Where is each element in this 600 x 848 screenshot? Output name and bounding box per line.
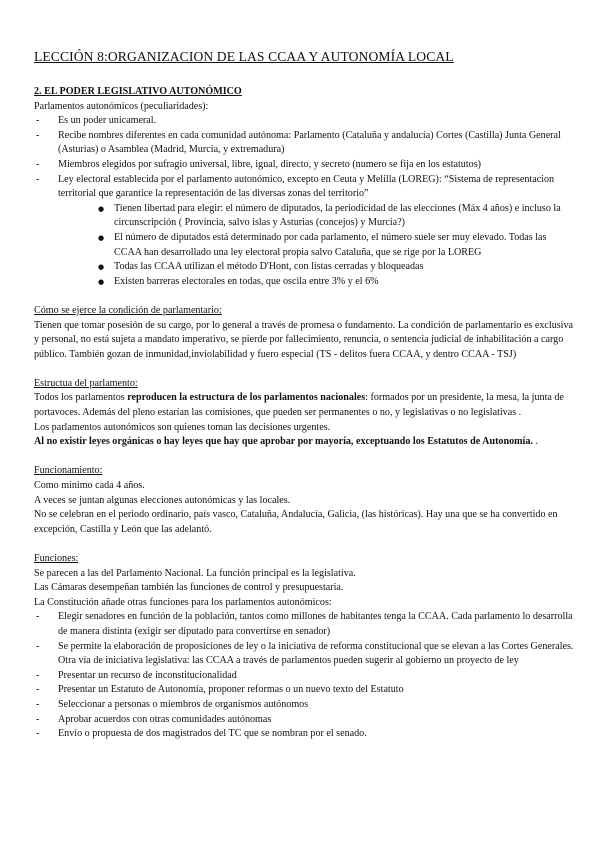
funciones-heading: Funciones: xyxy=(34,553,79,564)
list-item: - Elegir senadores en función de la población, tantos como millones de habitantes tenga la CCAA. Cada parlamento lo desarrolla de manera distinta (exigir ser diputado para convertirse en senador) xyxy=(34,610,574,639)
funciones-list xyxy=(34,610,574,741)
estructura-heading: Estructua del parlamento: xyxy=(34,377,138,389)
condicion-text: Tienen que tomar posesión de su cargo, por lo general a través de promesa o fundamento. La condición de parlamentario es exclusiva y personal, no está sujeta a mandato imperativo, se pierde por fallecimiento, renuncia, o sentencia judicial de inhabilitación a cargo público. También gozan de inmunidad,inviolabilidad y fuero especial (TS - delitos fuera CCAA, y dentro CCAA - TSJ) xyxy=(34,319,574,360)
peculiaridades-list xyxy=(34,114,574,289)
funcionamiento-line: A veces se juntan algunas elecciones autonómicas y las locales. xyxy=(34,494,291,506)
list-item: - Se permite la elaboración de proposiciones de ley o la iniciativa de reforma constitucional que se elevan a las Cortes Generales. Otra vía de iniciativa legislativa: las CCAA a través de parlamentos pueden sugerir al gobierno un proyecto de ley xyxy=(34,640,574,669)
funcionamiento-line: No se celebran en el periodo ordinario, país vasco, Cataluña, Andalucía, Galicia, (las históricas). Hay una que se ha convertido en excepción, Castilla y León que las adelantó. xyxy=(34,509,558,535)
funcionamiento-heading: Funcionamiento: xyxy=(34,465,103,477)
estructura-p1-before: Todos los parlamentos xyxy=(34,392,128,404)
estructura-p3-bold: Al no existir leyes orgánicas o hay leyes que hay que aprobar por mayoría, exceptuando los Estatutos de Autonomía. xyxy=(34,436,533,448)
list-item: - Presentar un recurso de inconstitucionalidad xyxy=(34,669,574,684)
list-item: - Aprobar acuerdos con otras comunidades autónomas xyxy=(34,713,574,728)
list-item-text: Ley electoral establecida por el parlamento autonómico, excepto en Ceuta y Melilla (LOREG): “Sistema de representacion territorial que garantice la representación de las diversas zonas del territorio” xyxy=(58,173,555,200)
funcionamiento-line: Como mínimo cada 4 años. xyxy=(34,480,145,492)
list-item xyxy=(34,173,574,290)
estructura-p3-after: . xyxy=(532,436,538,448)
document-page xyxy=(34,48,574,742)
lesson-title: LECCIÓN 8:ORGANIZACION DE LAS CCAA Y AUTONOMÍA LOCAL xyxy=(34,49,454,64)
list-item: - Es un poder unicameral. xyxy=(34,114,574,129)
list-item: - Presentar un Estatuto de Autonomía, proponer reformas o un nuevo texto del Estatuto xyxy=(34,683,574,698)
sublist-item: ● El número de diputados está determinado por cada parlamento, el número suele ser muy elevado. Todas las CCAA han desarrollado una ley electoral propia salvo Cataluña, que se rige por la LOREG xyxy=(98,231,574,260)
list-item: - Envío o propuesta de dos magistrados del TC que se nombran por el senado. xyxy=(34,727,574,742)
section-intro: Parlamentos autonómicos (peculiaridades): xyxy=(34,100,209,112)
sublist-item: ● Existen barreras electorales en todas, que oscila entre 3% y el 6% xyxy=(98,275,574,290)
estructura-paragraph-3 xyxy=(34,435,574,450)
ley-electoral-sublist xyxy=(58,202,574,290)
section-heading-poder-legislativo: 2. EL PODER LEGISLATIVO AUTONÓMICO xyxy=(34,86,242,97)
estructura-p1-after: : formados por un presidente, la mesa, la junta de portavoces. Además del pleno estarían las comisiones, que pueden ser permanentes o no, y legislativas o no legislativas . xyxy=(34,392,564,419)
list-item: - Miembros elegidos por sufragio universal, libre, igual, directo, y secreto (numero se fija en los estatutos) xyxy=(34,158,574,173)
estructura-paragraph-1 xyxy=(34,391,574,420)
list-item: - Recibe nombres diferentes en cada comunidad autónoma: Parlamento (Cataluña y andalucía) Cortes (Castilla) Junta General (Asturias) o Asamblea (Madrid, Murcia, y extremadura) xyxy=(34,129,574,158)
sublist-item: ● Tienen libertad para elegir: el número de diputados, la periodicidad de las elecciones (Máx 4 años) e incluso la circunscripción ( Provincia, salvo islas y Asturias (concejos) y Murcia?) xyxy=(98,202,574,231)
funciones-line: Las Cámaras desempeñan también las funciones de control y presupuestaria. xyxy=(34,582,344,594)
funciones-line: La Constitución añade otras funciones para los parlamentos autonómicos: xyxy=(34,596,332,608)
list-item: - Seleccionar a personas o miembros de organismos autónomos xyxy=(34,698,574,713)
estructura-p1-bold: reproducen la estructura de los parlamentos nacionales xyxy=(127,392,366,404)
condicion-heading: Cómo se ejerce la condición de parlamentario: xyxy=(34,304,222,316)
funciones-line: Se parecen a las del Parlamento Nacional. La función principal es la legislativa. xyxy=(34,567,356,579)
estructura-paragraph-2: Los parlamentos autonómicos son quienes toman las decisiones urgentes. xyxy=(34,421,331,433)
sublist-item: ● Todas las CCAA utilizan el método D'Hont, con listas cerradas y bloqueadas xyxy=(98,260,574,275)
